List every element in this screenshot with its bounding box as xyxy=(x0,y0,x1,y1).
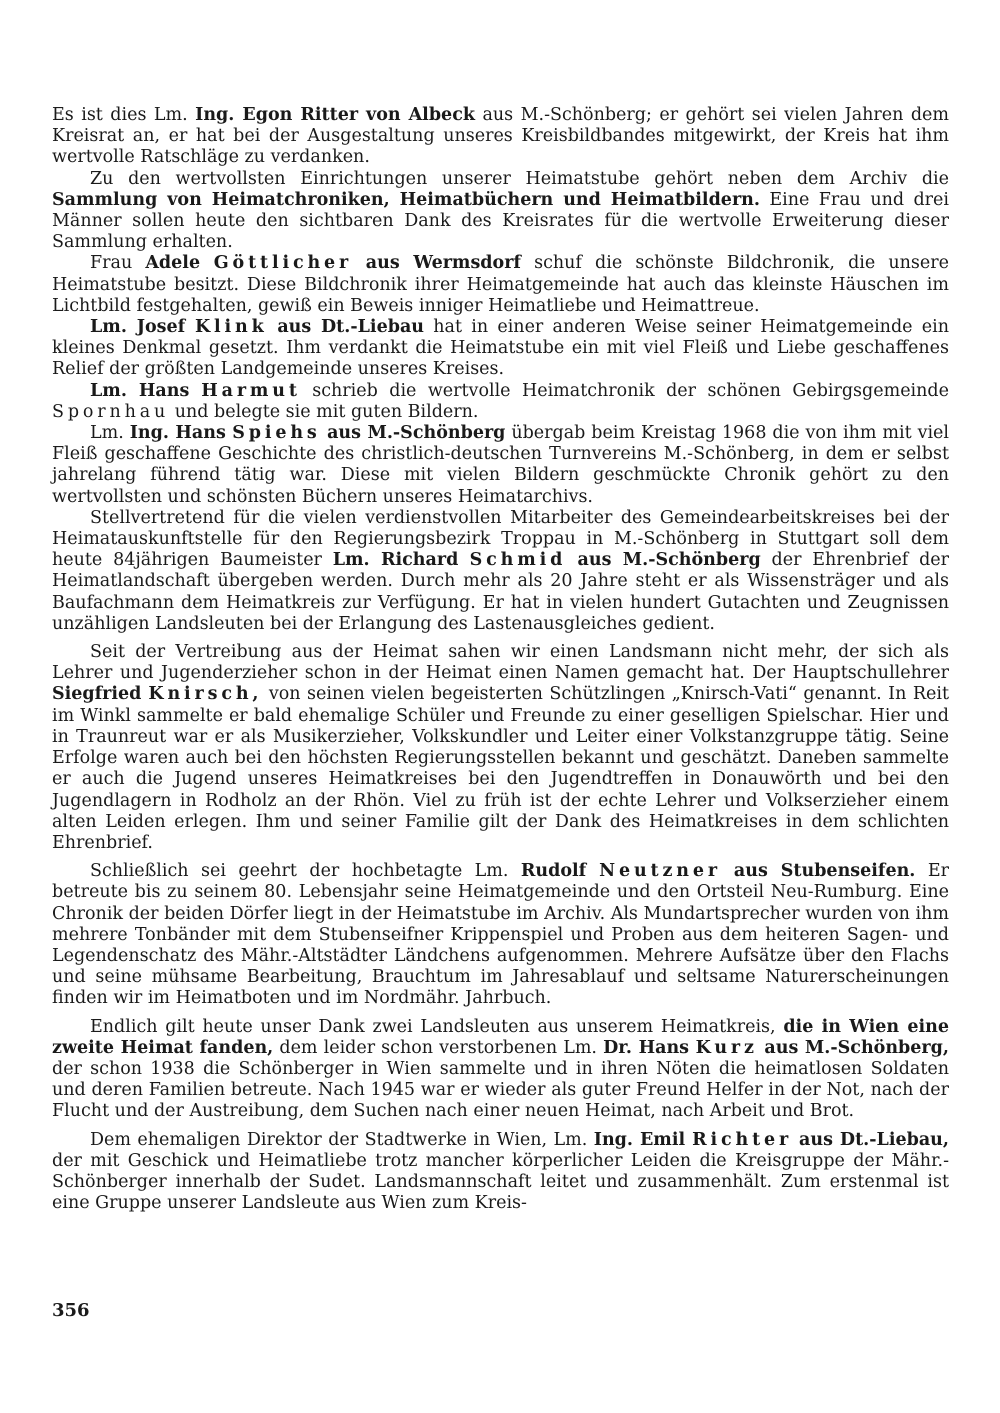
text-run: Dem ehemaligen Direktor der Stadtwerke in Wien, Lm. xyxy=(90,1129,594,1150)
bold-text: aus Dt.-Liebau xyxy=(267,317,425,338)
text-run: hat in einer anderen Weise seiner Heimatgemeinde ein kleines Denkmal gesetzt. Ihm verdankt die Heimatstube ein mit viel Fleiß und Liebe geschaffenes Relief der größten Landgemeinde unseres Kreises. xyxy=(52,317,949,380)
spaced-name: Neutzner xyxy=(599,861,721,882)
text-run: Stellvertretend für die vielen verdienstvollen Mitarbeiter des Gemeindearbeitskreises bei der Heimatauskunftstelle für den Regierungsbezirk Troppau in M.-Schönberg in Stuttgart soll dem heute 84jährigen Baumeister xyxy=(52,507,949,571)
paragraph xyxy=(52,105,949,169)
bold-text: aus Stubenseifen. xyxy=(720,861,916,882)
paragraph xyxy=(52,1130,949,1215)
bold-text: Lm. Josef xyxy=(90,317,195,338)
text-run: der mit Geschick und Heimatliebe trotz mancher körperlicher Leiden die Kreisgruppe der Mähr.-Schönberger innerhalb der Sudet. Landsmannschaft leitet und zusammenhält. Zum erstenmal ist eine Gruppe unserer Landsleute aus Wien zum Kreis- xyxy=(52,1150,949,1214)
bold-text: Sammlung von Heimatchroniken, Heimatbüchern und Heimatbildern. xyxy=(52,189,760,210)
text-run: Endlich gilt heute unser Dank zwei Landsleuten aus unserem Heimatkreis, xyxy=(90,1016,784,1037)
bold-text: Lm. Hans xyxy=(90,380,202,401)
spaced-name: Klink xyxy=(194,317,268,338)
paragraph xyxy=(52,169,949,254)
text-run: Zu den wertvollsten Einrichtungen unserer Heimatstube gehört neben dem Archiv die xyxy=(90,168,949,189)
bold-text: aus Dt.-Liebau, xyxy=(792,1129,949,1150)
spaced-name: Göttlicher xyxy=(213,253,353,274)
text-run: Lm. xyxy=(90,423,130,444)
text-run: Schließlich sei geehrt der hochbetagte Lm. xyxy=(90,861,521,882)
paragraph xyxy=(52,423,949,508)
paragraph xyxy=(52,381,949,423)
bold-text: Rudolf xyxy=(520,861,600,882)
paragraph xyxy=(52,253,949,317)
spaced-name: Knirsch, xyxy=(148,684,263,705)
text-run: übergab beim Kreistag 1968 die von ihm mit viel Fleiß geschaffene Geschichte des christlich-deutschen Turnvereins M.-Schönberg, in dem er selbst jahrelang führend tätig war. Diese mit vielen Bildern geschmückte Chronik gehört zu den wertvollsten und schönsten Büchern unseres Heimatarchivs. xyxy=(52,423,950,507)
text-run: Es ist dies Lm. xyxy=(52,105,196,125)
bold-text: Lm. Richard xyxy=(332,550,470,571)
paragraph xyxy=(52,861,949,1009)
text-run: Frau xyxy=(90,253,146,274)
text-run: aus M.-Schönberg; er gehört sei vielen Jahren dem Kreisrat an, er hat bei der Ausgestaltung unseres Kreisbildbandes mitgewirkt, der Kreis hat ihm wertvolle Ratschläge zu verdanken. xyxy=(52,105,950,168)
bold-text: Ing. Egon Ritter von Albeck xyxy=(195,105,475,125)
spaced-name: Spiehs xyxy=(232,423,321,444)
paragraph xyxy=(52,317,949,381)
bold-text: Siegfried xyxy=(52,684,149,705)
spaced-name: Harmut xyxy=(201,380,301,401)
text-run: und belegte sie mit guten Bildern. xyxy=(169,401,479,422)
bold-text: aus M.-Schönberg xyxy=(566,550,761,571)
bold-text: aus M.-Schönberg, xyxy=(757,1037,949,1058)
text-run: Eine Frau und drei Männer sollen heute den sichtbaren Dank des Kreisrates für die wertvolle Erweiterung dieser Sammlung erhalten. xyxy=(52,189,949,253)
bold-text: die in Wien eine zweite Heimat fanden, xyxy=(52,1016,949,1058)
spaced-name: Kurz xyxy=(695,1037,758,1058)
bold-text: aus Wermsdorf xyxy=(352,253,521,274)
article-body xyxy=(52,105,949,1214)
bold-text: Adele xyxy=(145,253,214,274)
bold-text: aus M.-Schönberg xyxy=(320,423,506,444)
bold-text: Dr. Hans xyxy=(603,1037,696,1058)
paragraph xyxy=(52,508,949,635)
text-run: Er betreute bis zu seinem 80. Lebensjahr seine Heimatgemeinde und den Ortsteil Neu-Rumburg. Eine Chronik der beiden Dörfer liegt in der Heimatstube im Archiv. Als Mundartsprecher wurden von ihm mehrere Tonbänder mit dem Stubenseifner Krippenspiel und Proben aus dem heiteren Sagen- und Legendenschatz des Mähr.-Altstädter Ländchens aufgenommen. Mehrere Aufsätze über den Flachs und seine mühsame Bearbeitung, Brauchtum im Jahresablauf und seltsame Naturerscheinungen finden wir im Heimatboten und im Nordmähr. Jahrbuch. xyxy=(52,861,949,1009)
paragraph xyxy=(52,1017,949,1123)
spaced-name: Spornhau xyxy=(52,401,170,422)
text-run: Seit der Vertreibung aus der Heimat sahen wir einen Landsmann nicht mehr, der sich als Lehrer und Jugenderzieher schon in der Heimat einen Namen gemacht hat. Der Hauptschullehrer xyxy=(52,642,949,684)
text-run: von seinen vielen begeisterten Schützlingen „Knirsch-Vati“ genannt. In Reit im Winkl sammelte er bald ehemalige Schüler und Freunde zu einer geselligen Spielschar. Hier und in Traunreut war er als Musikerzieher, Volkskundler und Leiter einer Volkstanzgruppe tätig. Seine Erfolge waren auch bei den höchsten Regierungsstellen bekannt und geschätzt. Daneben sammelte er auch die Jugend unseres Heimatkreises bei den Jugendtreffen in Donauwörth und bei den Jugendlagern in Rodholz an der Rhön. Viel zu früh ist der echte Lehrer und Volkserzieher einem alten Leiden erlegen. Ihm und seiner Familie gilt der Dank des Heimatkreises in dem schlichten Ehrenbrief. xyxy=(52,684,949,853)
text-run: der schon 1938 die Schönberger in Wien sammelte und in ihren Nöten die heimatlosen Soldaten und deren Familien betreute. Nach 1945 war er wieder als guter Freund Helfer in der Not, nach der Flucht und der Austreibung, dem Suchen nach einer neuen Heimat, nach Arbeit und Brot. xyxy=(52,1058,949,1122)
bold-text: Ing. Hans xyxy=(129,423,233,444)
text-run: dem leider schon verstorbenen Lm. xyxy=(273,1037,604,1058)
bold-text: Ing. Emil xyxy=(593,1129,693,1150)
spaced-name: Schmid xyxy=(469,550,567,571)
page-number: 356 xyxy=(52,1300,90,1321)
paragraph xyxy=(52,642,949,854)
text-run: schrieb die wertvolle Heimatchronik der schönen Gebirgsgemeinde xyxy=(300,380,949,401)
text-run: schuf die schönste Bildchronik, die unsere Heimatstube besitzt. Diese Bildchronik ihrer Heimatgemeinde hat auch das kleinste Häuschen im Lichtbild festgehalten, gewiß ein Beweis inniger Heimatliebe und Heimattreue. xyxy=(52,253,949,316)
spaced-name: Richter xyxy=(692,1129,793,1150)
text-run: der Ehrenbrief der Heimatlandschaft übergeben werden. Durch mehr als 20 Jahre steht er als Wissensträger und als Baufachmann dem Heimatkreis zur Verfügung. Er hat in vielen hundert Gutachten und Zeugnissen unzähligen Landsleuten bei der Erlangung des Lastenausgleiches gedient. xyxy=(52,550,950,634)
